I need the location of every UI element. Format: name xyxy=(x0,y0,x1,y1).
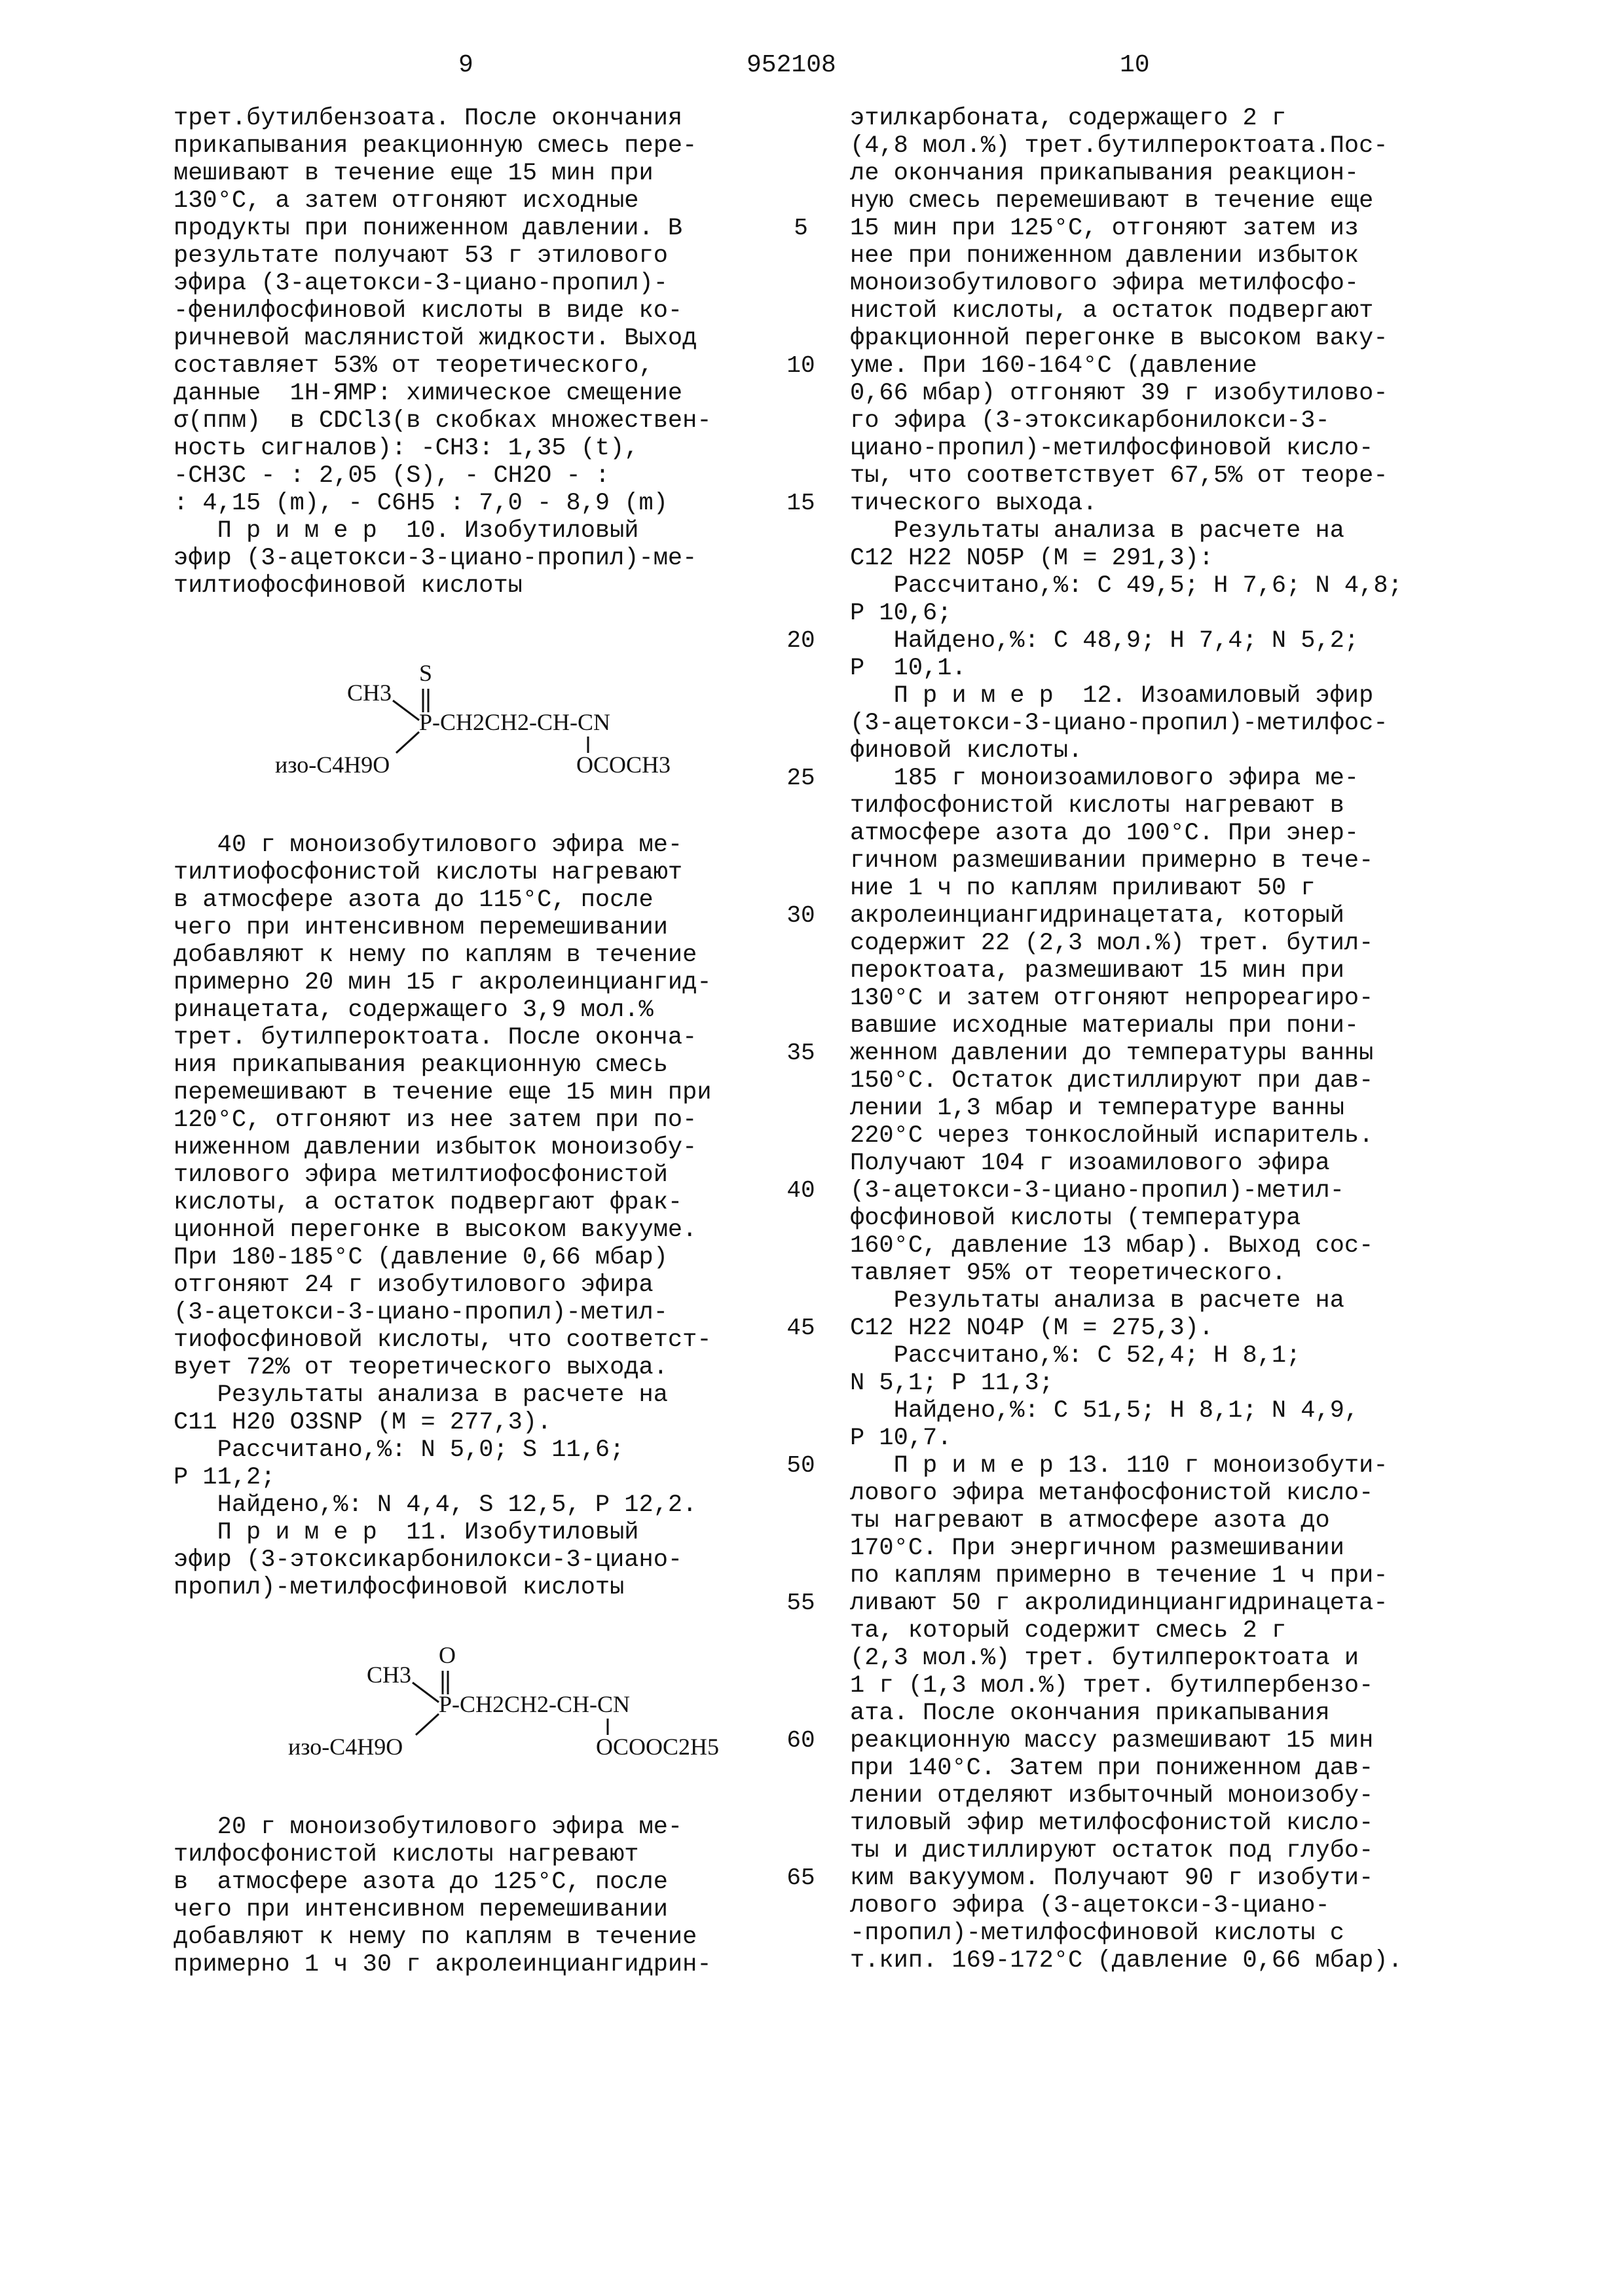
text-line: Найдено,%: N 4,4, S 12,5, P 12,2. xyxy=(174,1491,697,1519)
text-line: вавшие исходные материалы при пони- xyxy=(850,1012,1359,1040)
text-line: 220°С через тонкослойный испаритель. xyxy=(850,1122,1374,1150)
line-number: 65 xyxy=(786,1865,815,1891)
text-line: ринацетата, содержащего 3,9 мол.% xyxy=(174,996,654,1024)
text-line: ты и дистиллируют остаток под глубо- xyxy=(850,1837,1374,1865)
text-line: 160°С, давление 13 мбар). Выход сос- xyxy=(850,1232,1374,1260)
text-line: 20 г моноизобутилового эфира ме- xyxy=(174,1813,683,1841)
text-line: мешивают в течение еще 15 мин при xyxy=(174,160,654,187)
line-number: 40 xyxy=(786,1177,815,1204)
text-line: 150°С. Остаток дистиллируют при дав- xyxy=(850,1067,1374,1095)
text-line: пероктоата, размешивают 15 мин при xyxy=(850,957,1344,985)
text-line: Рассчитано,%: С 52,4; Н 8,1; xyxy=(850,1342,1301,1370)
text-line: трет.бутилбензоата. После окончания xyxy=(174,105,683,132)
text-line: При 180-185°С (давление 0,66 мбар) xyxy=(174,1244,668,1271)
text-line: реакционную массу размешивают 15 мин xyxy=(850,1727,1374,1755)
text-line: при 140°С. Затем при пониженном дав- xyxy=(850,1755,1374,1782)
text-line: П р и м е р 12. Изоамиловый эфир xyxy=(850,682,1374,710)
text-line: эфир (3-ацетокси-3-циано-пропил)-ме- xyxy=(174,545,697,572)
text-line: ты нагревают в атмосфере азота до xyxy=(850,1507,1330,1535)
text-line: результате получают 53 г этилового xyxy=(174,242,668,270)
line-number: 10 xyxy=(786,352,815,379)
text-line: : 4,15 (m), - C6H5 : 7,0 - 8,9 (m) xyxy=(174,490,668,517)
page-number-right: 10 xyxy=(1120,51,1150,79)
text-line: 185 г моноизоамилового эфира ме- xyxy=(850,765,1359,792)
formula1-ch3: CH3 xyxy=(347,680,392,706)
left-text-block-1 xyxy=(174,105,828,600)
text-line: тилфосфонистой кислоты нагревают xyxy=(174,1841,639,1868)
text-line: Рассчитано,%: С 49,5; Н 7,6; N 4,8; xyxy=(850,572,1403,600)
formula2-bond-ester xyxy=(416,1714,439,1735)
formula2-substituent: OCOOC2H5 xyxy=(596,1734,720,1760)
text-line: атмосфере азота до 100°С. При энер- xyxy=(850,820,1359,847)
structural-formula-example-10 xyxy=(262,655,773,825)
formula1-bond-ch3 xyxy=(393,701,419,720)
text-line: фракционной перегонке в высоком ваку- xyxy=(850,325,1388,352)
text-line: лового эфира метанфосфонистой кисло- xyxy=(850,1480,1374,1507)
text-line: C12 H22 NO4P (M = 275,3). xyxy=(850,1315,1214,1342)
text-line: ким вакуумом. Получают 90 г изобути- xyxy=(850,1865,1374,1892)
text-line: эфира (3-ацетокси-3-циано-пропил)- xyxy=(174,270,668,297)
text-line: лении 1,3 мбар и температуре ванны xyxy=(850,1095,1344,1122)
text-line: 15 мин при 125°С, отгоняют затем из xyxy=(850,215,1359,242)
text-line: кислоты, а остаток подвергают фрак- xyxy=(174,1189,683,1216)
text-line: 120°С, отгоняют из нее затем при по- xyxy=(174,1106,697,1134)
text-line: П р и м е р 13. 110 г моноизобути- xyxy=(850,1452,1388,1480)
text-line: Результаты анализа в расчете на xyxy=(174,1381,668,1409)
text-line: (3-ацетокси-3-циано-пропил)-метил- xyxy=(850,1177,1344,1205)
text-line: П р и м е р 10. Изобутиловый xyxy=(174,517,639,545)
text-line: эфир (3-этоксикарбонилокси-3-циано- xyxy=(174,1546,683,1574)
patent-number: 952108 xyxy=(747,51,836,79)
text-line: -пропил)-метилфосфиновой кислоты с xyxy=(850,1920,1344,1947)
text-line: отгоняют 24 г изобутилового эфира xyxy=(174,1271,654,1299)
text-line: ную смесь перемешивают в течение еще xyxy=(850,187,1374,215)
text-line: 40 г моноизобутилового эфира ме- xyxy=(174,831,683,859)
text-line: гичном размешивании примерно в тече- xyxy=(850,847,1374,875)
text-line: 170°С. При энергичном размешивании xyxy=(850,1535,1344,1562)
text-line: (3-ацетокси-3-циано-пропил)-метил- xyxy=(174,1299,668,1326)
formula2-ester: изо-C4H9O xyxy=(288,1734,403,1760)
text-line: 130°С и затем отгоняют непрореагиро- xyxy=(850,985,1374,1012)
text-line: примерно 20 мин 15 г акролеинциангид- xyxy=(174,969,712,996)
text-line: C11 H20 O3SNP (M = 277,3). xyxy=(174,1409,552,1436)
text-line: чего при интенсивном перемешивании xyxy=(174,914,668,941)
page-number-left: 9 xyxy=(458,51,473,79)
text-line: тиофосфиновой кислоты, что соответст- xyxy=(174,1326,712,1354)
text-line: та, который содержит смесь 2 г xyxy=(850,1617,1287,1645)
line-number: 25 xyxy=(786,765,815,792)
text-line: (4,8 мол.%) трет.бутилпероктоата.Пос- xyxy=(850,132,1388,160)
line-number: 30 xyxy=(786,902,815,929)
text-line: P 10,7. xyxy=(850,1425,952,1452)
formula1-bond-ester xyxy=(396,732,419,753)
formula2-ch3: CH3 xyxy=(367,1662,412,1688)
text-line: ричневой маслянистой жидкости. Выход xyxy=(174,325,697,352)
text-line: лении отделяют избыточный моноизобу- xyxy=(850,1782,1374,1810)
formula2-chain: P-CH2CH2-CH-CN xyxy=(439,1691,631,1717)
text-line: добавляют к нему по каплям в течение xyxy=(174,1923,697,1951)
text-line: примерно 1 ч 30 г акролеинциангидрин- xyxy=(174,1951,712,1978)
text-line: го эфира (3-этоксикарбонилокси-3- xyxy=(850,407,1330,435)
left-column xyxy=(174,105,828,600)
text-line: тического выхода. xyxy=(850,490,1098,517)
line-number: 5 xyxy=(794,215,808,242)
text-line: -CH3C - : 2,05 (S), - CH2O - : xyxy=(174,462,610,490)
text-line: нистой кислоты, а остаток подвергают xyxy=(850,297,1374,325)
text-line: тиловый эфир метилфосфонистой кисло- xyxy=(850,1810,1374,1837)
left-column-block-3 xyxy=(174,1813,828,1978)
formula1-sulfur: S xyxy=(419,660,433,686)
text-line: Результаты анализа в расчете на xyxy=(850,517,1344,545)
text-line: П р и м е р 11. Изобутиловый xyxy=(174,1519,639,1546)
text-line: ность сигналов): -CH3: 1,35 (t), xyxy=(174,435,639,462)
text-line: ле окончания прикапывания реакцион- xyxy=(850,160,1359,187)
text-line: тилтиофосфиновой кислоты xyxy=(174,572,523,600)
text-line: ниженном давлении избыток моноизобу- xyxy=(174,1134,697,1161)
text-line: продукты при пониженном давлении. В xyxy=(174,215,683,242)
text-line: содержит 22 (2,3 мол.%) трет. бутил- xyxy=(850,930,1374,957)
text-line: перемешивают в течение еще 15 мин при xyxy=(174,1079,712,1106)
text-line: данные 1H-ЯМР: химическое смещение xyxy=(174,380,683,407)
text-line: Рассчитано,%: N 5,0; S 11,6; xyxy=(174,1436,625,1464)
text-line: составляет 53% от теоретического, xyxy=(174,352,654,380)
text-line: пропил)-метилфосфиновой кислоты xyxy=(174,1574,625,1601)
text-line: P 10,6; xyxy=(850,600,952,627)
formula1-substituent: OCOCH3 xyxy=(576,752,671,778)
text-line: тавляет 95% от теоретического. xyxy=(850,1260,1287,1287)
text-line: ционной перегонке в высоком вакууме. xyxy=(174,1216,697,1244)
structural-formula-example-11 xyxy=(275,1637,786,1794)
text-line: чего при интенсивном перемешивании xyxy=(174,1896,668,1923)
line-number: 20 xyxy=(786,627,815,654)
text-line: Получают 104 г изоамилового эфира xyxy=(850,1150,1330,1177)
text-line: трет. бутилпероктоата. После оконча- xyxy=(174,1024,697,1051)
formula1-chain: P-CH2CH2-CH-CN xyxy=(419,709,611,735)
text-line: Найдено,%: С 48,9; Н 7,4; N 5,2; xyxy=(850,627,1359,655)
text-line: (2,3 мол.%) трет. бутилпероктоата и xyxy=(850,1645,1359,1672)
text-line: 130°С, а затем отгоняют исходные xyxy=(174,187,639,215)
text-line: ния прикапывания реакционную смесь xyxy=(174,1051,668,1079)
text-line: циано-пропил)-метилфосфиновой кисло- xyxy=(850,435,1374,462)
formula2-bond-ch3 xyxy=(413,1683,439,1702)
text-line: ливают 50 г акролидинциангидринацета- xyxy=(850,1590,1388,1617)
line-number: 50 xyxy=(786,1452,815,1479)
text-line: ты, что соответствует 67,5% от теоре- xyxy=(850,462,1388,490)
text-line: ата. После окончания прикапывания xyxy=(850,1700,1330,1727)
text-line: уме. При 160-164°С (давление xyxy=(850,352,1257,380)
text-line: финовой кислоты. xyxy=(850,737,1083,765)
text-line: женном давлении до температуры ванны xyxy=(850,1040,1374,1067)
line-number: 60 xyxy=(786,1727,815,1754)
text-line: добавляют к нему по каплям в течение xyxy=(174,941,697,969)
text-line: вует 72% от теоретического выхода. xyxy=(174,1354,668,1381)
text-line: тилтиофосфонистой кислоты нагревают xyxy=(174,859,683,886)
line-number: 15 xyxy=(786,490,815,517)
formula2-oxygen: O xyxy=(439,1642,456,1668)
text-line: этилкарбоната, содержащего 2 г xyxy=(850,105,1287,132)
text-line: P 10,1. xyxy=(850,655,967,682)
formula1-ester: изо-C4H9O xyxy=(275,752,390,778)
text-line: Найдено,%: С 51,5; Н 8,1; N 4,9, xyxy=(850,1397,1359,1425)
right-column xyxy=(850,105,1505,1975)
text-line: моноизобутилового эфира метилфосфо- xyxy=(850,270,1359,297)
line-number: 55 xyxy=(786,1590,815,1616)
text-line: акролеинциангидринацетата, который xyxy=(850,902,1344,930)
text-line: т.кип. 169-172°С (давление 0,66 мбар). xyxy=(850,1947,1403,1975)
text-line: C12 H22 NO5P (M = 291,3): xyxy=(850,545,1214,572)
text-line: Результаты анализа в расчете на xyxy=(850,1287,1344,1315)
text-line: σ(ппм) в CDCl3(в скобках множествен- xyxy=(174,407,712,435)
line-number: 45 xyxy=(786,1315,815,1341)
text-line: лового эфира (3-ацетокси-3-циано- xyxy=(850,1892,1330,1920)
text-line: в атмосфере азота до 115°С, после xyxy=(174,886,654,914)
line-number: 35 xyxy=(786,1040,815,1066)
text-line: тилфосфонистой кислоты нагревают в xyxy=(850,792,1344,820)
text-line: ние 1 ч по каплям приливают 50 г xyxy=(850,875,1316,902)
text-line: тилового эфира метилтиофосфонистой xyxy=(174,1161,668,1189)
text-line: в атмосфере азота до 125°С, после xyxy=(174,1868,668,1896)
text-line: P 11,2; xyxy=(174,1464,276,1491)
text-line: фосфиновой кислоты (температура xyxy=(850,1205,1301,1232)
text-line: 0,66 мбар) отгоняют 39 г изобутилово- xyxy=(850,380,1388,407)
text-line: -фенилфосфиновой кислоты в виде ко- xyxy=(174,297,683,325)
left-column-block-2 xyxy=(174,831,828,1601)
text-line: N 5,1; P 11,3; xyxy=(850,1370,1054,1397)
text-line: нее при пониженном давлении избыток xyxy=(850,242,1359,270)
text-line: 1 г (1,3 мол.%) трет. бутилпербензо- xyxy=(850,1672,1374,1700)
text-line: прикапывания реакционную смесь пере- xyxy=(174,132,697,160)
text-line: (3-ацетокси-3-циано-пропил)-метилфос- xyxy=(850,710,1388,737)
text-line: по каплям примерно в течение 1 ч при- xyxy=(850,1562,1388,1590)
